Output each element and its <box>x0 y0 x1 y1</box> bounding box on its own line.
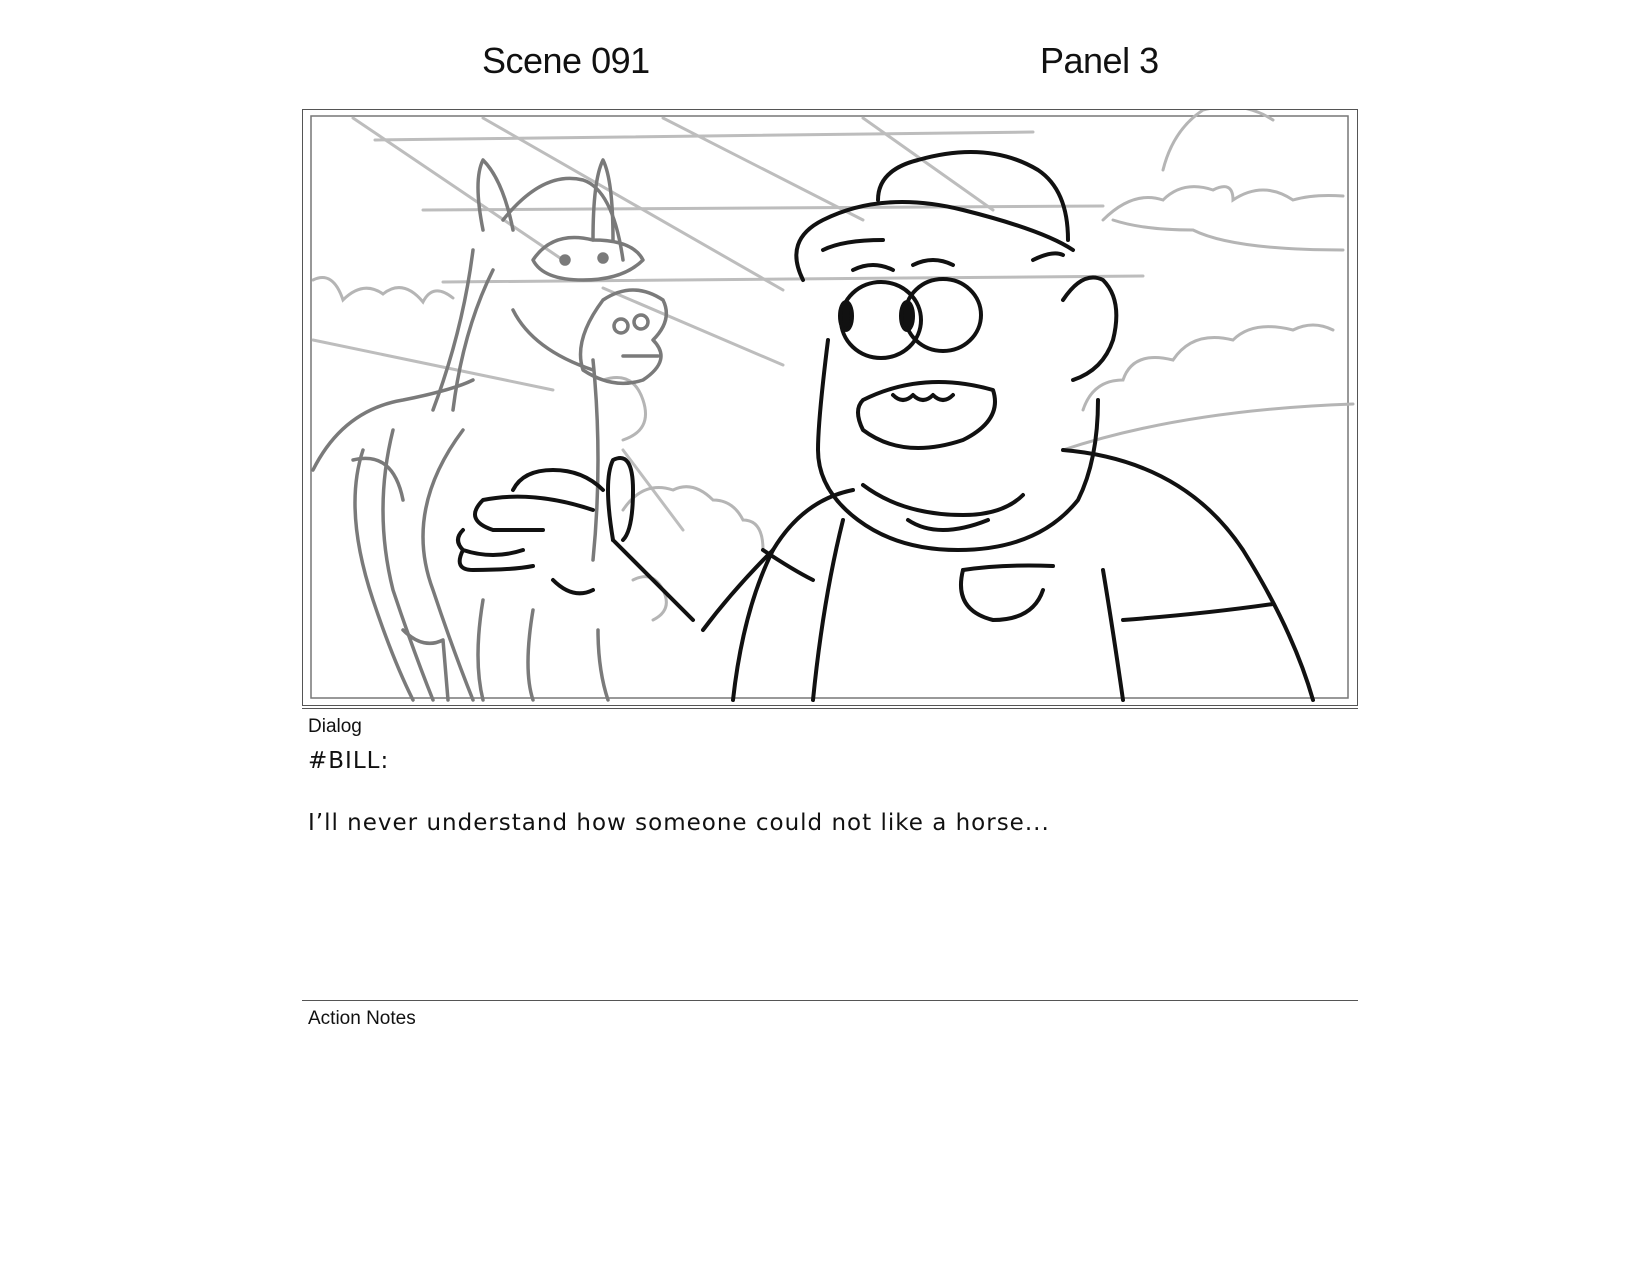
storyboard-sketch <box>303 110 1356 704</box>
action-notes-section-label: Action Notes <box>308 1008 416 1029</box>
storyboard-panel <box>302 109 1358 706</box>
panel-number: Panel 3 <box>1040 40 1159 81</box>
dialog-speaker: #BILL: <box>308 748 390 774</box>
action-notes-divider <box>302 1000 1358 1001</box>
dialog-section-label: Dialog <box>308 716 362 737</box>
dialog-line: I’ll never understand how someone could not like a horse... <box>308 810 1050 836</box>
scene-number: Scene 091 <box>482 40 650 81</box>
dialog-divider <box>302 708 1358 709</box>
